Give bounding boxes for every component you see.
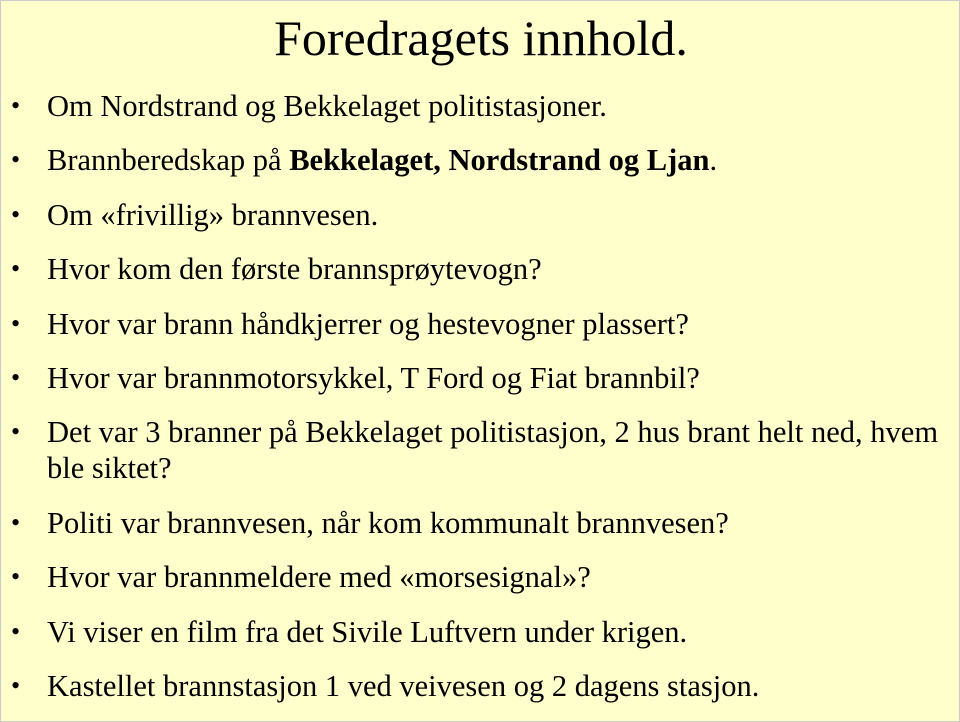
list-item (1, 306, 960, 342)
list-item-text: Hvor var brann håndkjerrer og hestevogner plassert? (47, 306, 689, 341)
list-item-text-bold: Bekkelaget, Nordstrand og Ljan (289, 143, 710, 178)
bullet-icon: • (11, 199, 21, 229)
list-item-text: Hvor var brannmotorsykkel, T Ford og Fiat brannbil? (47, 360, 700, 395)
list-item-text-pre: Brannberedskap på (47, 143, 290, 178)
slide-title: Foredragets innhold. (274, 10, 688, 66)
list-item-text: Om Nordstrand og Bekkelaget politistasjoner. (47, 89, 607, 123)
list-item-text: Kastellet brannstasjon 1 ved veivesen og 2 dagens stasjon. (47, 668, 760, 703)
bullet-icon: • (11, 562, 21, 592)
list-item-text: Om «frivillig» brannvesen. (47, 197, 379, 232)
bullet-icon: • (11, 91, 21, 120)
bullet-icon: • (11, 145, 21, 175)
list-item (1, 505, 960, 541)
bullet-icon: • (11, 670, 21, 700)
list-item (1, 251, 960, 287)
list-item-text: Hvor kom den første brannsprøytevogn? (47, 252, 542, 287)
list-item-text: Politi var brannvesen, når kom kommunalt brannvesen? (47, 505, 729, 540)
bullet-icon: • (11, 362, 21, 392)
list-item-text: Det var 3 branner på Bekkelaget politistasjon, 2 hus brant helt ned, hvem ble siktet? (47, 415, 939, 486)
list-item (1, 197, 960, 233)
list-item-text: Vi viser en film fra det Sivile Luftvern under krigen. (47, 614, 688, 649)
list-item (1, 559, 960, 595)
list-item (1, 668, 960, 704)
list-item (1, 414, 960, 486)
list-item-text-post: . (709, 143, 718, 178)
list-item (1, 614, 960, 650)
list-item-text: Hvor var brannmeldere med «morsesignal»? (47, 560, 591, 595)
bullet-icon: • (11, 616, 21, 646)
bullet-list (1, 88, 960, 704)
bullet-icon: • (11, 254, 21, 284)
list-item (1, 360, 960, 396)
bullet-icon: • (11, 507, 21, 537)
bullet-icon: • (11, 417, 21, 447)
list-item (1, 142, 960, 178)
list-item (1, 88, 960, 124)
bullet-icon: • (11, 308, 21, 338)
